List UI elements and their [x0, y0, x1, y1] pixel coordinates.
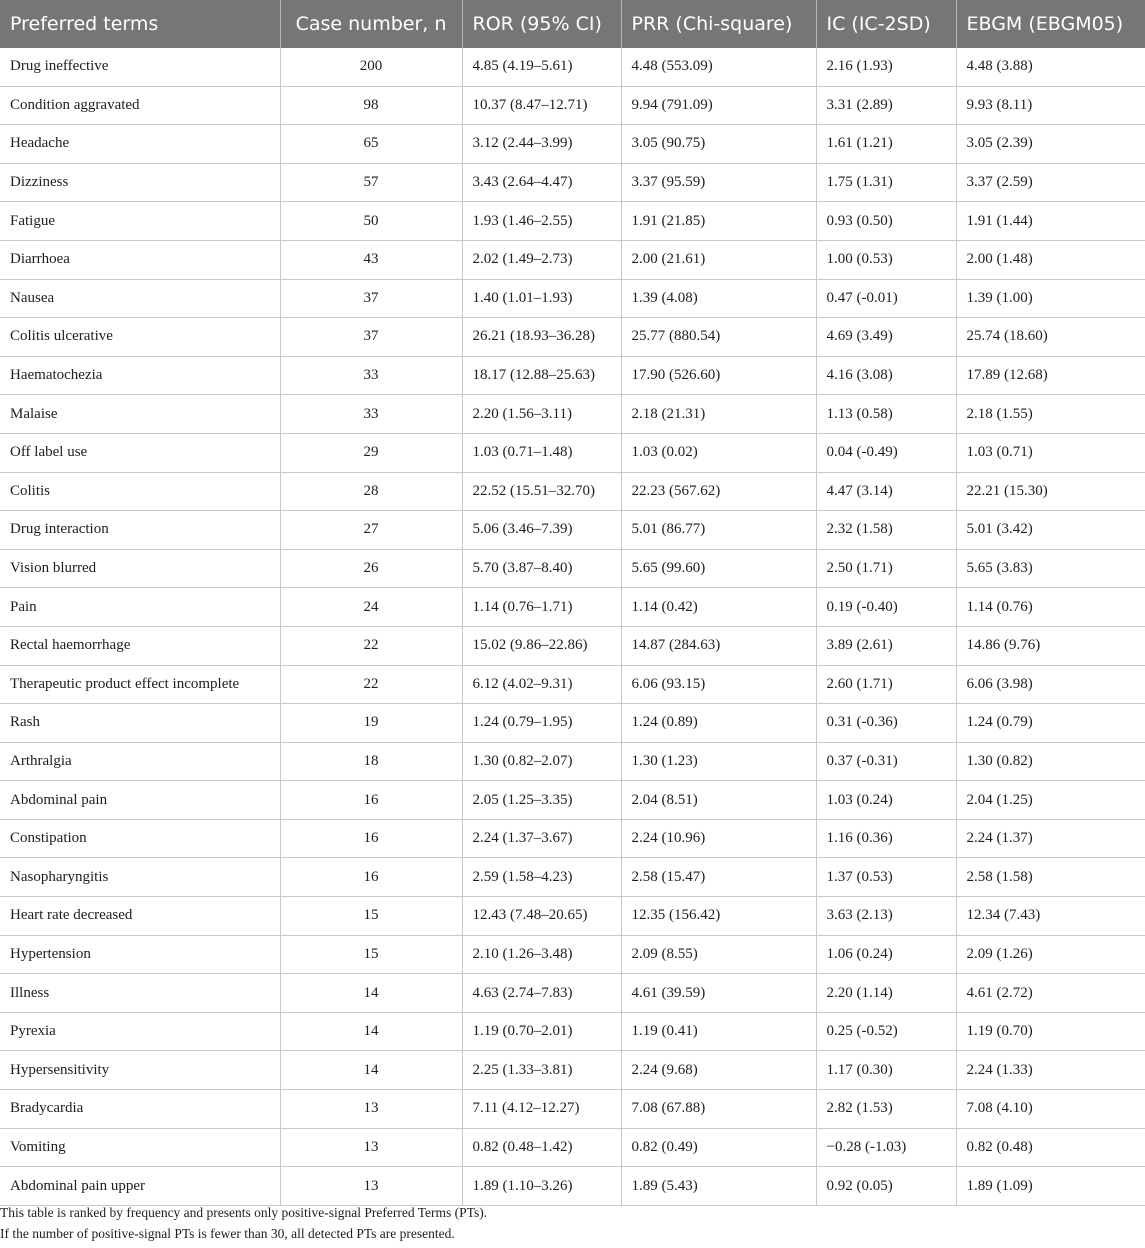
table-row: [0, 1012, 1145, 1051]
cell-ic: 2.20 (1.14): [816, 974, 956, 1013]
cell-ebgm: 2.18 (1.55): [956, 395, 1145, 434]
table-row: [0, 1128, 1145, 1167]
table-row: [0, 433, 1145, 472]
cell-ebgm: 4.48 (3.88): [956, 48, 1145, 86]
cell-ic: 1.00 (0.53): [816, 240, 956, 279]
cell-prr: 5.65 (99.60): [621, 549, 816, 588]
cell-ror: 1.24 (0.79–1.95): [462, 704, 621, 743]
cell-ror: 2.59 (1.58–4.23): [462, 858, 621, 897]
cell-ebgm: 1.39 (1.00): [956, 279, 1145, 318]
header-ror: ROR (95% CI): [462, 0, 621, 48]
table-header: [0, 0, 1145, 48]
cell-preferred-term: Colitis ulcerative: [0, 318, 280, 357]
cell-ror: 4.63 (2.74–7.83): [462, 974, 621, 1013]
cell-prr: 4.48 (553.09): [621, 48, 816, 86]
cell-ic: −0.28 (-1.03): [816, 1128, 956, 1167]
header-ebgm: EBGM (EBGM05): [956, 0, 1145, 48]
cell-ebgm: 3.05 (2.39): [956, 125, 1145, 164]
header-case-number: Case number, n: [280, 0, 462, 48]
cell-preferred-term: Hypertension: [0, 935, 280, 974]
cell-ror: 2.02 (1.49–2.73): [462, 240, 621, 279]
table-row: [0, 588, 1145, 627]
cell-preferred-term: Rectal haemorrhage: [0, 626, 280, 665]
cell-ic: 0.19 (-0.40): [816, 588, 956, 627]
cell-case-number: 98: [280, 86, 462, 125]
cell-preferred-term: Pyrexia: [0, 1012, 280, 1051]
cell-ror: 1.19 (0.70–2.01): [462, 1012, 621, 1051]
cell-ic: 0.25 (-0.52): [816, 1012, 956, 1051]
cell-prr: 2.00 (21.61): [621, 240, 816, 279]
cell-ror: 1.14 (0.76–1.71): [462, 588, 621, 627]
table-row: [0, 935, 1145, 974]
header-prr: PRR (Chi-square): [621, 0, 816, 48]
cell-case-number: 18: [280, 742, 462, 781]
cell-ic: 0.93 (0.50): [816, 202, 956, 241]
table-row: [0, 704, 1145, 743]
cell-ic: 0.47 (-0.01): [816, 279, 956, 318]
cell-case-number: 13: [280, 1090, 462, 1129]
cell-case-number: 24: [280, 588, 462, 627]
cell-ror: 10.37 (8.47–12.71): [462, 86, 621, 125]
table-row: [0, 974, 1145, 1013]
cell-prr: 2.18 (21.31): [621, 395, 816, 434]
cell-ror: 7.11 (4.12–12.27): [462, 1090, 621, 1129]
cell-ic: 4.16 (3.08): [816, 356, 956, 395]
table-row: [0, 742, 1145, 781]
cell-ror: 3.12 (2.44–3.99): [462, 125, 621, 164]
cell-ic: 1.03 (0.24): [816, 781, 956, 820]
cell-ebgm: 12.34 (7.43): [956, 897, 1145, 936]
cell-prr: 6.06 (93.15): [621, 665, 816, 704]
cell-ebgm: 22.21 (15.30): [956, 472, 1145, 511]
table-row: [0, 395, 1145, 434]
cell-ebgm: 9.93 (8.11): [956, 86, 1145, 125]
cell-ror: 2.25 (1.33–3.81): [462, 1051, 621, 1090]
cell-ror: 26.21 (18.93–36.28): [462, 318, 621, 357]
cell-preferred-term: Drug interaction: [0, 511, 280, 550]
table-row: [0, 858, 1145, 897]
cell-prr: 2.04 (8.51): [621, 781, 816, 820]
cell-preferred-term: Dizziness: [0, 163, 280, 202]
cell-ebgm: 2.00 (1.48): [956, 240, 1145, 279]
cell-ebgm: 1.19 (0.70): [956, 1012, 1145, 1051]
cell-prr: 22.23 (567.62): [621, 472, 816, 511]
cell-prr: 7.08 (67.88): [621, 1090, 816, 1129]
cell-prr: 3.37 (95.59): [621, 163, 816, 202]
cell-ebgm: 2.24 (1.33): [956, 1051, 1145, 1090]
cell-prr: 5.01 (86.77): [621, 511, 816, 550]
cell-prr: 1.91 (21.85): [621, 202, 816, 241]
table-row: [0, 897, 1145, 936]
table-row: [0, 626, 1145, 665]
cell-case-number: 26: [280, 549, 462, 588]
cell-ror: 18.17 (12.88–25.63): [462, 356, 621, 395]
cell-ebgm: 6.06 (3.98): [956, 665, 1145, 704]
cell-ror: 1.03 (0.71–1.48): [462, 433, 621, 472]
cell-prr: 4.61 (39.59): [621, 974, 816, 1013]
cell-ebgm: 7.08 (4.10): [956, 1090, 1145, 1129]
table-row: [0, 163, 1145, 202]
table-row: [0, 240, 1145, 279]
cell-ebgm: 1.89 (1.09): [956, 1167, 1145, 1206]
cell-ror: 1.89 (1.10–3.26): [462, 1167, 621, 1206]
cell-preferred-term: Haematochezia: [0, 356, 280, 395]
cell-prr: 14.87 (284.63): [621, 626, 816, 665]
table-row: [0, 781, 1145, 820]
cell-preferred-term: Nasopharyngitis: [0, 858, 280, 897]
cell-case-number: 33: [280, 395, 462, 434]
cell-ic: 2.50 (1.71): [816, 549, 956, 588]
cell-preferred-term: Nausea: [0, 279, 280, 318]
cell-ebgm: 0.82 (0.48): [956, 1128, 1145, 1167]
footnote-fewer-than-30: If the number of positive-signal PTs is fewer than 30, all detected PTs are presented.: [0, 1226, 455, 1241]
cell-preferred-term: Constipation: [0, 819, 280, 858]
cell-case-number: 37: [280, 318, 462, 357]
cell-case-number: 50: [280, 202, 462, 241]
cell-case-number: 65: [280, 125, 462, 164]
cell-case-number: 16: [280, 819, 462, 858]
cell-prr: 17.90 (526.60): [621, 356, 816, 395]
cell-ic: 1.16 (0.36): [816, 819, 956, 858]
table-row: [0, 48, 1145, 86]
cell-preferred-term: Illness: [0, 974, 280, 1013]
table-row: [0, 1051, 1145, 1090]
cell-prr: 9.94 (791.09): [621, 86, 816, 125]
cell-preferred-term: Off label use: [0, 433, 280, 472]
cell-ebgm: 2.24 (1.37): [956, 819, 1145, 858]
cell-preferred-term: Diarrhoea: [0, 240, 280, 279]
cell-prr: 1.03 (0.02): [621, 433, 816, 472]
cell-ic: 2.32 (1.58): [816, 511, 956, 550]
cell-prr: 1.24 (0.89): [621, 704, 816, 743]
cell-ror: 3.43 (2.64–4.47): [462, 163, 621, 202]
cell-ror: 1.30 (0.82–2.07): [462, 742, 621, 781]
cell-case-number: 37: [280, 279, 462, 318]
cell-prr: 25.77 (880.54): [621, 318, 816, 357]
cell-ror: 5.70 (3.87–8.40): [462, 549, 621, 588]
cell-prr: 0.82 (0.49): [621, 1128, 816, 1167]
cell-case-number: 43: [280, 240, 462, 279]
cell-ic: 0.37 (-0.31): [816, 742, 956, 781]
cell-preferred-term: Vomiting: [0, 1128, 280, 1167]
cell-ebgm: 2.58 (1.58): [956, 858, 1145, 897]
cell-preferred-term: Pain: [0, 588, 280, 627]
table-row: [0, 1090, 1145, 1129]
cell-prr: 2.09 (8.55): [621, 935, 816, 974]
cell-case-number: 15: [280, 897, 462, 936]
cell-ror: 5.06 (3.46–7.39): [462, 511, 621, 550]
cell-case-number: 200: [280, 48, 462, 86]
cell-case-number: 29: [280, 433, 462, 472]
cell-case-number: 14: [280, 974, 462, 1013]
cell-ebgm: 14.86 (9.76): [956, 626, 1145, 665]
cell-preferred-term: Bradycardia: [0, 1090, 280, 1129]
cell-preferred-term: Condition aggravated: [0, 86, 280, 125]
table-row: [0, 125, 1145, 164]
table-row: [0, 549, 1145, 588]
cell-prr: 12.35 (156.42): [621, 897, 816, 936]
cell-ic: 3.89 (2.61): [816, 626, 956, 665]
cell-preferred-term: Vision blurred: [0, 549, 280, 588]
cell-ebgm: 1.91 (1.44): [956, 202, 1145, 241]
table-row: [0, 356, 1145, 395]
cell-ic: 1.37 (0.53): [816, 858, 956, 897]
cell-case-number: 19: [280, 704, 462, 743]
footnote-ranking: This table is ranked by frequency and presents only positive-signal Preferred Terms (PTs).: [0, 1205, 488, 1220]
cell-ror: 2.20 (1.56–3.11): [462, 395, 621, 434]
cell-ror: 22.52 (15.51–32.70): [462, 472, 621, 511]
cell-prr: 2.24 (10.96): [621, 819, 816, 858]
cell-ebgm: 17.89 (12.68): [956, 356, 1145, 395]
cell-ebgm: 4.61 (2.72): [956, 974, 1145, 1013]
cell-ror: 4.85 (4.19–5.61): [462, 48, 621, 86]
cell-ic: 3.63 (2.13): [816, 897, 956, 936]
cell-prr: 2.58 (15.47): [621, 858, 816, 897]
cell-ebgm: 1.30 (0.82): [956, 742, 1145, 781]
table-row: [0, 86, 1145, 125]
cell-ebgm: 1.14 (0.76): [956, 588, 1145, 627]
cell-ror: 2.24 (1.37–3.67): [462, 819, 621, 858]
cell-ic: 2.82 (1.53): [816, 1090, 956, 1129]
cell-case-number: 22: [280, 665, 462, 704]
cell-ror: 2.05 (1.25–3.35): [462, 781, 621, 820]
cell-ic: 0.31 (-0.36): [816, 704, 956, 743]
cell-case-number: 22: [280, 626, 462, 665]
cell-ic: 1.75 (1.31): [816, 163, 956, 202]
cell-ebgm: 3.37 (2.59): [956, 163, 1145, 202]
cell-case-number: 33: [280, 356, 462, 395]
table-row: [0, 819, 1145, 858]
cell-ebgm: 1.03 (0.71): [956, 433, 1145, 472]
cell-ic: 2.16 (1.93): [816, 48, 956, 86]
cell-ic: 4.47 (3.14): [816, 472, 956, 511]
cell-case-number: 57: [280, 163, 462, 202]
cell-preferred-term: Fatigue: [0, 202, 280, 241]
cell-case-number: 13: [280, 1128, 462, 1167]
cell-ebgm: 1.24 (0.79): [956, 704, 1145, 743]
cell-preferred-term: Drug ineffective: [0, 48, 280, 86]
cell-preferred-term: Colitis: [0, 472, 280, 511]
table-body: [0, 48, 1145, 1205]
cell-ic: 1.17 (0.30): [816, 1051, 956, 1090]
cell-ic: 2.60 (1.71): [816, 665, 956, 704]
cell-ror: 1.93 (1.46–2.55): [462, 202, 621, 241]
table-row: [0, 472, 1145, 511]
cell-ic: 3.31 (2.89): [816, 86, 956, 125]
cell-prr: 3.05 (90.75): [621, 125, 816, 164]
table-row: [0, 511, 1145, 550]
cell-case-number: 14: [280, 1051, 462, 1090]
cell-preferred-term: Headache: [0, 125, 280, 164]
cell-ebgm: 2.04 (1.25): [956, 781, 1145, 820]
cell-preferred-term: Arthralgia: [0, 742, 280, 781]
cell-case-number: 14: [280, 1012, 462, 1051]
cell-case-number: 27: [280, 511, 462, 550]
cell-ic: 1.61 (1.21): [816, 125, 956, 164]
cell-ebgm: 2.09 (1.26): [956, 935, 1145, 974]
cell-prr: 1.39 (4.08): [621, 279, 816, 318]
cell-prr: 1.89 (5.43): [621, 1167, 816, 1206]
cell-ebgm: 5.65 (3.83): [956, 549, 1145, 588]
cell-case-number: 13: [280, 1167, 462, 1206]
cell-ebgm: 25.74 (18.60): [956, 318, 1145, 357]
cell-ic: 1.13 (0.58): [816, 395, 956, 434]
cell-prr: 1.14 (0.42): [621, 588, 816, 627]
cell-case-number: 16: [280, 858, 462, 897]
cell-ror: 0.82 (0.48–1.42): [462, 1128, 621, 1167]
header-ic: IC (IC-2SD): [816, 0, 956, 48]
table-row: [0, 318, 1145, 357]
cell-ic: 0.92 (0.05): [816, 1167, 956, 1206]
cell-ic: 1.06 (0.24): [816, 935, 956, 974]
cell-ic: 0.04 (-0.49): [816, 433, 956, 472]
table-row: [0, 1167, 1145, 1206]
cell-ror: 12.43 (7.48–20.65): [462, 897, 621, 936]
cell-prr: 1.30 (1.23): [621, 742, 816, 781]
cell-preferred-term: Hypersensitivity: [0, 1051, 280, 1090]
cell-ror: 6.12 (4.02–9.31): [462, 665, 621, 704]
table-row: [0, 202, 1145, 241]
cell-prr: 1.19 (0.41): [621, 1012, 816, 1051]
header-preferred-terms: Preferred terms: [0, 0, 280, 48]
cell-preferred-term: Rash: [0, 704, 280, 743]
cell-preferred-term: Abdominal pain upper: [0, 1167, 280, 1206]
cell-preferred-term: Therapeutic product effect incomplete: [0, 665, 280, 704]
cell-case-number: 15: [280, 935, 462, 974]
cell-ror: 2.10 (1.26–3.48): [462, 935, 621, 974]
cell-ror: 15.02 (9.86–22.86): [462, 626, 621, 665]
cell-case-number: 28: [280, 472, 462, 511]
header-row: [0, 0, 1145, 48]
cell-ebgm: 5.01 (3.42): [956, 511, 1145, 550]
table-row: [0, 665, 1145, 704]
cell-prr: 2.24 (9.68): [621, 1051, 816, 1090]
table-row: [0, 279, 1145, 318]
cell-preferred-term: Malaise: [0, 395, 280, 434]
cell-preferred-term: Abdominal pain: [0, 781, 280, 820]
cell-ic: 4.69 (3.49): [816, 318, 956, 357]
cell-preferred-term: Heart rate decreased: [0, 897, 280, 936]
cell-ror: 1.40 (1.01–1.93): [462, 279, 621, 318]
cell-case-number: 16: [280, 781, 462, 820]
table-footnotes: [0, 1202, 1145, 1244]
